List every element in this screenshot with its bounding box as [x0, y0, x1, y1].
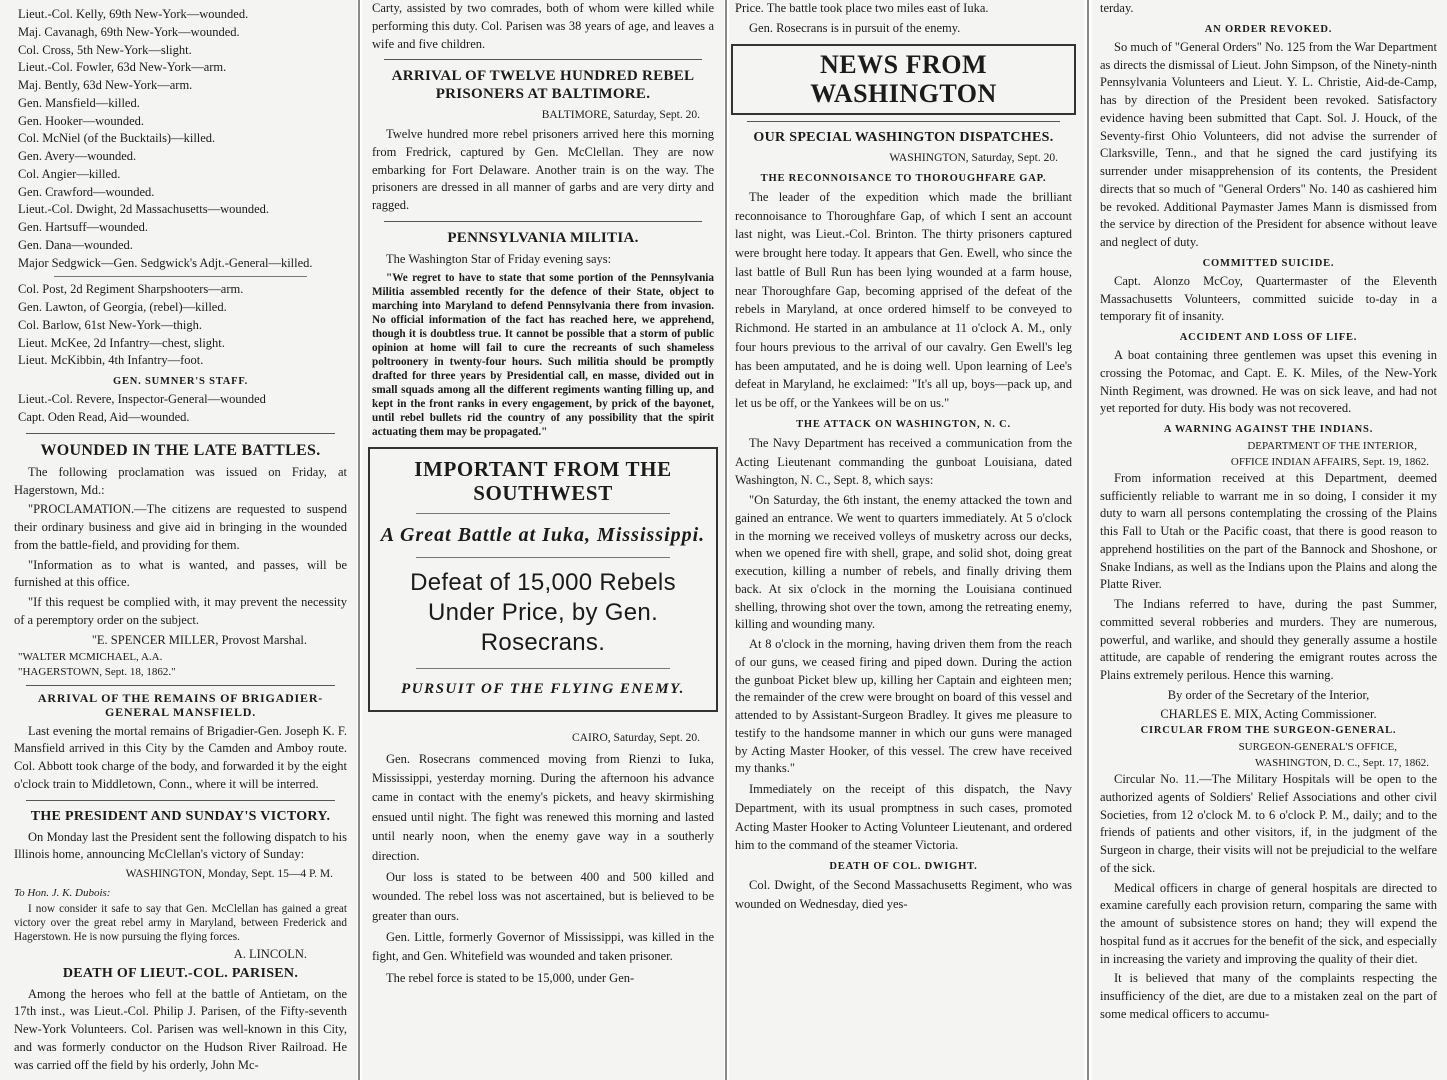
divider — [416, 513, 670, 514]
defeat-heading: Defeat of 15,000 Rebels Under Price, by Gen. Rosecrans. — [410, 569, 676, 657]
parisen-continued: Carty, assisted by two comrades, both of whom were killed while performing this duty. Col. Parisen was 38 years of age, and leaves a wife and five children. — [372, 1, 714, 51]
indians-text-2: The Indians referred to have, during the past Summer, committed several robberies and murders. They are numerous, powerful, and warlike, and should they generally assume a hostile attitude, are capable of rendering the emigrant routes across the Plains extremely perilous. Hence this warning. — [1100, 597, 1437, 683]
recon-text: The leader of the expedition which made the brilliant reconnoisance to Thoroughfare Gap, of which I sent an account last night, was Lieut.-Col. Brinton. The thirty prisoners captured were brought here today. It appears that Gen. Ewell, who since the last battle of Bull Run has been lying wounded at a farm house, near Thoroughfare Gap, becoming apprised of the defeat of the rebels in Maryland, at once ordered himself to be conveyed to Richmond. He started in an ambulance at 11 o'clock A. M., only four hours previous to the arrival of our cavalry. Gen Ewell's leg has been amputated, and he is doing well. Upon learning of Lee's defeat in Maryland, he exclaimed: "It's all up, boys—pack up, and let us be off, or the Yankees will be on us." — [735, 189, 1072, 411]
little-text: Gen. Little, formerly Governor of Mississippi, was killed in the fight, and Gen. Whitefield was wounded and taken prisoner. — [372, 930, 714, 964]
pursuit-heading: PURSUIT OF THE FLYING ENEMY. — [401, 681, 685, 698]
casualty-item: Col. Post, 2d Regiment Sharpshooters—arm. — [18, 282, 244, 297]
remains-text: Last evening the mortal remains of Brigadier-Gen. Joseph K. F. Mansfield arrived in this City by the Camden and Amboy route. Col. Abbott took charge of the body, and forwarded it by the eight o'clock train to Middletown, Conn., where it will be interred. — [14, 723, 347, 791]
parisen-heading: DEATH OF LIEUT.-COL. PARISEN. — [62, 965, 299, 981]
compliance-text: "If this request be complied with, it may prevent the necessity of a peremptory order on the subject. — [14, 595, 347, 627]
signature: "E. SPENCER MILLER, Provost Marshal. — [91, 632, 307, 647]
casualty-item: Gen. Lawton, of Georgia, (rebel)—killed. — [18, 300, 227, 314]
staff-heading: GEN. SUMNER'S STAFF. — [112, 376, 249, 387]
accident-text: A boat containing three gentlemen was upset this evening in crossing the Potomac, and Capt. E. K. Miles, of the New-York Ninth Regiment, was drowned. He was on sick leave, and had not yet reported for duty. His body was not recovered. — [1100, 348, 1437, 416]
divider — [26, 685, 335, 686]
dispatch-dateline: WASHINGTON, Saturday, Sept. 20. — [889, 152, 1058, 165]
prisoners-heading: ARRIVAL OF TWELVE HUNDRED REBEL PRISONERS AT BALTIMORE. — [391, 68, 695, 102]
casualty-item: Gen. Dana—wounded. — [18, 237, 133, 252]
prisoners-text: Twelve hundred more rebel prisoners arrived here this morning from Fredrick, captured by Gen. McClellan. They are now embarking for Fort Delaware. Another train is on the way. The prisoners are dressed in all manner of garbs and are very dirty and ragged. — [372, 127, 714, 213]
price-continued: Price. The battle took place two miles east of Iuka. — [735, 1, 989, 15]
lincoln-signature: A. LINCOLN. — [233, 946, 307, 961]
casualty-item: Maj. Bently, 63d New-York—arm. — [18, 78, 193, 92]
attack-heading: THE ATTACK ON WASHINGTON, N. C. — [796, 418, 1011, 430]
casualty-item: Col. Angier—killed. — [18, 166, 121, 181]
column-2 — [362, 0, 724, 1080]
proclamation-text: "PROCLAMATION.—The citizens are requested to suspend their ordinary business and give aid in bringing in the wounded from the battle-field, and providing for them. — [14, 502, 347, 552]
casualty-item: Lieut. McKibbin, 4th Infantry—foot. — [18, 353, 204, 368]
interior-dept: DEPARTMENT OF THE INTERIOR, — [1247, 440, 1417, 453]
column-rule — [725, 0, 727, 1080]
divider — [416, 557, 670, 558]
divider — [747, 121, 1060, 122]
remains-heading: ARRIVAL OF THE REMAINS OF BRIGADIER-GENERAL MANSFIELD. — [37, 691, 324, 719]
casualty-item: Gen. Avery—wounded. — [18, 149, 137, 163]
casualty-item: Col. McNiel (of the Bucktails)—killed. — [18, 131, 216, 146]
loss-text: Our loss is stated to be between 400 and 500 killed and wounded. The rebel loss was not ascertained, but is believed to be greater than ours. — [372, 869, 714, 923]
attack-text: The Navy Department has received a communication from the Acting Lieutenant commanding the gunboat Louisiana, dated Washington, N. C., Sept. 8, which says: — [735, 435, 1072, 488]
militia-quote: "We regret to have to state that some portion of the Pennsylvania Militia assembled recently for the defence of their State, object to marching into Maryland to defend Pennsylvania there from invasion. No official information of the fact has reached here, we apprehend, though it is doubtless true. It cannot be possible that a storm of public opinion at home will fail to cure the recreants of such shameless poltroonery in twenty-four hours. Such militia should be promptly drafted for three years by Presidential call, en masse, divided out in small squads among all the different regiments wanting filling up, and kept in the front ranks in every engagement, by prick of the bayonet, until rebel bullets rid the country of any possibility that the spirit actuating them may be propagated." — [372, 271, 714, 438]
suicide-heading: COMMITTED SUICIDE. — [1202, 257, 1335, 269]
president-dateline: WASHINGTON, Monday, Sept. 15—4 P. M. — [125, 868, 333, 881]
parisen-text: Among the heroes who fell at the battle of Antietam, on the 17th inst., was Lieut.-Col. Philip J. Parisen, of the Fifty-seventh New-York Volunteers. Col. Parisen was well-known in this City, and was formerly conductor on the Hudson River Railroad. He was carried off the field by his orderly, John Mc- — [14, 986, 347, 1072]
casualty-list — [14, 6, 347, 370]
revoked-heading: AN ORDER REVOKED. — [1204, 23, 1333, 35]
believed-text: It is believed that many of the complaints respecting the insufficiency of the diet, are due to a mistaken zeal on the part of some medical officers to accumu- — [1100, 971, 1437, 1021]
information-text: "Information as to what is wanted, and passes, will be furnished at this office. — [14, 557, 347, 590]
president-heading: THE PRESIDENT AND SUNDAY'S VICTORY. — [30, 808, 331, 824]
surgeon-date: WASHINGTON, D. C., Sept. 17, 1862. — [1255, 756, 1429, 769]
washington-headline-box — [731, 44, 1076, 116]
circular-heading: CIRCULAR FROM THE SURGEON-GENERAL. — [1140, 725, 1397, 737]
casualty-item: Major Sedgwick—Gen. Sedgwick's Adjt.-General—killed. — [18, 255, 313, 270]
cairo-dateline: CAIRO, Saturday, Sept. 20. — [572, 732, 700, 745]
by-order: By order of the Secretary of the Interior, — [1167, 687, 1370, 702]
militia-intro: The Washington Star of Friday evening says: — [386, 252, 612, 267]
casualty-item: Lieut.-Col. Dwight, 2d Massachusetts—wounded. — [18, 202, 270, 217]
wounded-intro: The following proclamation was issued on Friday, at Hagerstown, Md.: — [14, 464, 347, 497]
accident-heading: ACCIDENT AND LOSS OF LIFE. — [1179, 332, 1358, 344]
battle-heading: A Great Battle at Iuka, Mississippi. — [380, 524, 706, 547]
medical-text: Medical officers in charge of general hospitals are directed to examine carefully each provision return, comparing the same with the amount of subsistence stores on hand; they will expend the hospital fund as it accrues for the benefit of the sick, and especially in increasing the variety and improving the quality of their diet. — [1100, 880, 1437, 966]
interior-date: OFFICE INDIAN AFFAIRS, Sept. 19, 1862. — [1230, 455, 1429, 468]
southwest-heading: IMPORTANT FROM THE SOUTHWEST — [414, 456, 672, 505]
casualty-item: Gen. Mansfield—killed. — [18, 95, 140, 110]
divider — [384, 59, 702, 60]
revoked-text: So much of "General Orders" No. 125 from the War Department as directs the dismissal of Lieut. John Simpson, of the Ninety-ninth Pennsylvania Volunteers and Lieut. Y. L. Christie, Aid-de-Camp, has by direction of the President been revoked. Satisfactory evidence having been submitted that Capt. Sol. J. Houck, of the Seventy-first Ohio Volunteers, did not advise the surrender of Clarksville, Tenn., and that he signed the card justifying its surrender under misapprehension of its contents, the President directs that so much of "General Orders" No. 140 as cashiered him be revoked. Additional Paymaster James Mann is dismissed from the service by direction of the President for absence without leave and neglect of duty. — [1100, 39, 1437, 250]
news-heading: NEWS FROM WASHINGTON — [810, 49, 997, 109]
rosecrans-pursuit: Gen. Rosecrans is in pursuit of the enemy. — [749, 20, 961, 35]
casualty-item: Gen. Hooker—wounded. — [18, 113, 145, 128]
president-text: On Monday last the President sent the following dispatch to his Illinois home, announcing McClellan's victory of Sunday: — [14, 829, 347, 862]
casualty-item: Col. Barlow, 61st New-York—thigh. — [18, 317, 203, 332]
suicide-text: Capt. Alonzo McCoy, Quartermaster of the Eleventh Massachusetts Volunteers, committed suicide to-day in a temporary fit of insanity. — [1100, 273, 1437, 324]
receipt-text: Immediately on the receipt of this dispatch, the Navy Department, with its usual promptness in such cases, promoted Acting Master Hooker to Acting Volunteer Lieutenant, and ordered him to the command of the steamer Victoria. — [735, 782, 1072, 853]
eight-text: At 8 o'clock in the morning, having driven them from the reach of our guns, we ceased firing and piped down. During the action the gunboat Picket blew up, killing her Captain and eighteen men; the remainder of the crew were brought on board of this vessel and attended to by Assistant-Surgeon Bradley. It gives me pleasure to testify to the handsome manner in which our guns were managed by Acting Master Hooker, of this vessel. The crew have received my thanks." — [735, 637, 1072, 776]
casualty-item: Lieut.-Col. Kelly, 69th New-York—wounded. — [18, 7, 249, 21]
casualty-item: Col. Cross, 5th New-York—slight. — [18, 42, 192, 57]
surgeon-office: SURGEON-GENERAL'S OFFICE, — [1238, 741, 1397, 754]
circular-text: Circular No. 11.—The Military Hospitals will be open to the authorized agents of Soldiers' Relief Associations and other civil Societies, from 12 o'clock M. to 6 o'clock P. M., daily; and to the friends of patients and other visitors, if, in the judgment of the Surgeon in charge, their visits will not be prejudicial to the welfare of the sick. — [1100, 772, 1437, 875]
signature: "WALTER MCMICHAEL, A.A. — [18, 651, 163, 664]
wounded-heading: WOUNDED IN THE LATE BATTLES. — [40, 441, 321, 459]
saturday-text: "On Saturday, the 6th instant, the enemy attacked the town and gained an entrance. We went to quarters immediately. At 5 o'clock in the morning we received volleys of musketry across our decks, when we opened fire with shell, grape, and solid shot, doing great execution, killing a number of rebels, and finally driving them back. At six o'clock in the morning the Louisiana continued shelling, throwing shot over the town, among the retreating enemy, killing and wounding many. — [735, 493, 1072, 632]
dispatch-heading: OUR SPECIAL WASHINGTON DISPATCHES. — [753, 130, 1054, 146]
prisoners-dateline: BALTIMORE, Saturday, Sept. 20. — [541, 108, 700, 121]
indians-text: From information received at this Department, deemed sufficiently reliable to warrant me in so doing, I consider it my duty to warn all persons contemplating the crossing of the Plains this Fall to Utah or the Pacific coast, that there is good reason to apprehend hostilities on the part of the Bannock and Shoshone, or Snake Indians, as well as the Indians upon the Plains and along the Platte River. — [1100, 470, 1437, 592]
column-rule — [358, 0, 360, 1080]
casualty-item: Gen. Hartsuff—wounded. — [18, 220, 148, 234]
southwest-headline-box — [368, 447, 718, 713]
casualty-item: Lieut.-Col. Fowler, 63d New-York—arm. — [18, 60, 227, 75]
dwight-text: Col. Dwight, of the Second Massachusetts Regiment, who was wounded on Wednesday, died yes- — [735, 878, 1072, 911]
column-4 — [1092, 0, 1447, 1080]
force-text: The rebel force is stated to be 15,000, under Gen- — [386, 970, 635, 985]
president-addressee: To Hon. J. K. Dubois: — [14, 886, 111, 899]
column-1 — [0, 0, 357, 1080]
warning-heading: A WARNING AGAINST THE INDIANS. — [1163, 424, 1374, 436]
recon-heading: THE RECONNOISANCE TO THOROUGHFARE GAP. — [760, 172, 1047, 184]
president-message: I now consider it safe to say that Gen. McClellan has gained a great victory over the great rebel army in Maryland, between Frederick and Hagerstown. He is now pursuing the flying forces. — [14, 902, 347, 943]
divider — [54, 276, 307, 277]
divider — [384, 221, 702, 222]
terday-continued: terday. — [1100, 1, 1134, 15]
casualty-item: Maj. Cavanagh, 69th New-York—wounded. — [18, 24, 240, 39]
casualty-item: Lieut. McKee, 2d Infantry—chest, slight. — [18, 335, 225, 350]
mix-signature: CHARLES E. MIX, Acting Commissioner. — [1160, 706, 1377, 721]
divider — [416, 668, 670, 669]
militia-heading: PENNSYLVANIA MILITIA. — [447, 229, 639, 246]
dwight-heading: DEATH OF COL. DWIGHT. — [829, 861, 978, 873]
cairo-text: Gen. Rosecrans commenced moving from Rienzi to Iuka, Mississippi, yesterday morning. During the afternoon his advance came in contact with the enemy's pickets, and heavy skirmishing ensued until night. The fight was renewed this morning and lasted until nearly noon, when the enemy gave way in a southerly direction. — [372, 751, 714, 863]
dateline: "HAGERSTOWN, Sept. 18, 1862." — [18, 665, 176, 678]
staff-item: Capt. Oden Read, Aid—wounded. — [18, 409, 190, 424]
column-rule — [1087, 0, 1089, 1080]
column-3 — [729, 0, 1084, 1080]
divider — [26, 800, 335, 801]
staff-item: Lieut.-Col. Revere, Inspector-General—wounded — [18, 392, 266, 407]
casualty-item: Gen. Crawford—wounded. — [18, 184, 155, 199]
divider — [26, 433, 335, 434]
